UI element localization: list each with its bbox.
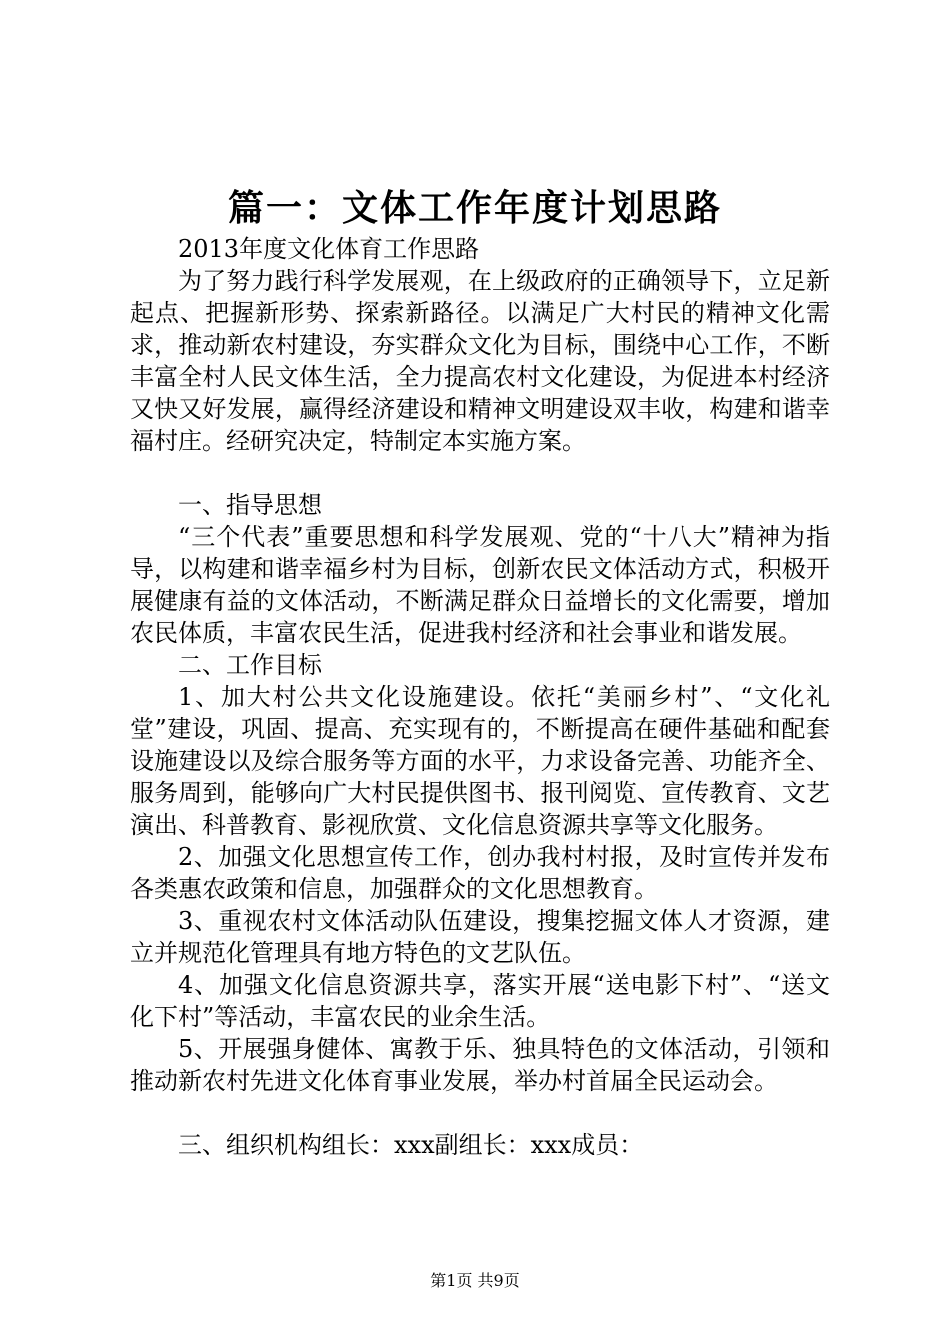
paragraph-gap bbox=[130, 457, 830, 489]
document-body bbox=[130, 233, 830, 1161]
paragraph-gap bbox=[130, 1097, 830, 1129]
goal-item-4: 4、加强文化信息资源共享，落实开展“送电影下村”、“送文化下村”等活动，丰富农民的业余生活。 bbox=[130, 971, 830, 1031]
goal-item-2: 2、加强文化思想宣传工作，创办我村村报，及时宣传并发布各类惠农政策和信息，加强群众的文化思想教育。 bbox=[130, 843, 830, 903]
goal-item-5: 5、开展强身健体、寓教于乐、独具特色的文体活动，引领和推动新农村先进文化体育事业发展，举办村首届全民运动会。 bbox=[130, 1035, 830, 1095]
subtitle: 2013年度文化体育工作思路 bbox=[178, 235, 480, 263]
goal-item-3: 3、重视农村文体活动队伍建设，搜集挖掘文体人才资源，建立并规范化管理具有地方特色的文艺队伍。 bbox=[130, 907, 830, 967]
page-footer: 第1页 共9页 bbox=[430, 1271, 520, 1290]
section1-heading: 一、指导思想 bbox=[178, 491, 322, 519]
goal-item-1: 1、加大村公共文化设施建设。依托“美丽乡村”、“文化礼堂”建设，巩固、提高、充实现有的，不断提高在硬件基础和配套设施建设以及综合服务等方面的水平，力求设备完善、功能齐全、服务周到，能够向广大村民提供图书、报刊阅览、宣传教育、文艺演出、科普教育、影视欣赏、文化信息资源共享等文化服务。 bbox=[130, 683, 830, 839]
section3-paragraph: 三、组织机构组长：xxx副组长：xxx成员： bbox=[178, 1131, 644, 1159]
section1-paragraph: “三个代表”重要思想和科学发展观、党的“十八大”精神为指导，以构建和谐幸福乡村为目标，创新农民文体活动方式，积极开展健康有益的文体活动，不断满足群众日益增长的文化需要，增加农民体质，丰富农民生活，促进我村经济和社会事业和谐发展。 bbox=[130, 523, 830, 647]
intro-paragraph: 为了努力践行科学发展观，在上级政府的正确领导下，立足新起点、把握新形势、探索新路径。以满足广大村民的精神文化需求，推动新农村建设，夯实群众文化为目标，围绕中心工作，不断丰富全村人民文体生活，全力提高农村文化建设，为促进本村经济又快又好发展，赢得经济建设和精神文明建设双丰收，构建和谐幸福村庄。经研究决定，特制定本实施方案。 bbox=[130, 267, 830, 455]
section2-heading: 二、工作目标 bbox=[178, 651, 322, 679]
document-title: 篇一：文体工作年度计划思路 bbox=[227, 187, 722, 229]
